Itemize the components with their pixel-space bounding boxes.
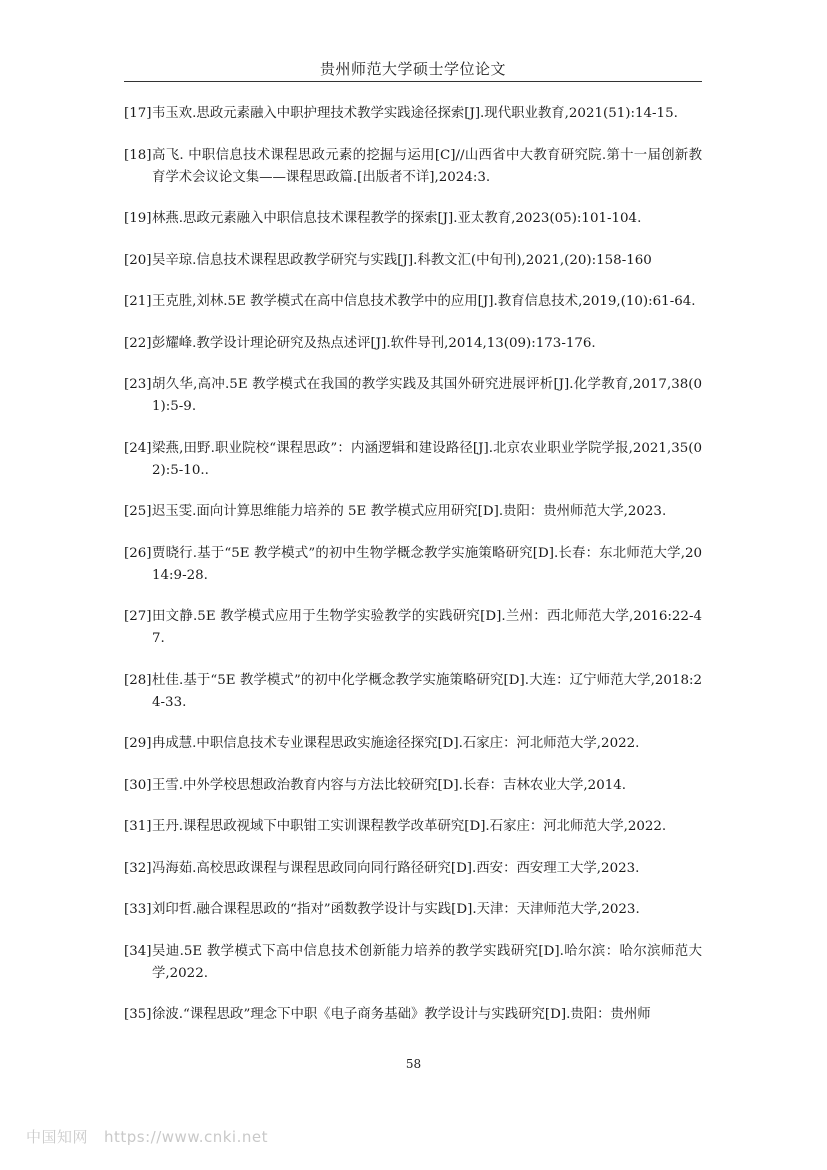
reference-item <box>124 438 702 482</box>
reference-number: [19] <box>124 211 152 226</box>
reference-text: 杜佳.基于“5E 教学模式”的初中化学概念教学实施策略研究[D].大连：辽宁师范大学,2018:24-33. <box>152 672 702 710</box>
reference-item <box>124 858 702 880</box>
reference-text: 韦玉欢.思政元素融入中职护理技术教学实践途径探索[J].现代职业教育,2021(51):14-15. <box>152 106 678 121</box>
reference-number: [17] <box>124 106 152 121</box>
cnki-watermark <box>26 1126 268 1147</box>
reference-item <box>124 816 702 838</box>
reference-item <box>124 775 702 797</box>
reference-text: 吴迪.5E 教学模式下高中信息技术创新能力培养的教学实践研究[D].哈尔滨：哈尔滨师范大学,2022. <box>152 943 702 981</box>
reference-item <box>124 670 702 714</box>
reference-text: 贾晓行.基于“5E 教学模式”的初中生物学概念教学实施策略研究[D].长春：东北师范大学,2014:9-28. <box>152 545 702 583</box>
reference-item <box>124 374 702 418</box>
reference-text: 冯海茹.高校思政课程与课程思政同向同行路径研究[D].西安：西安理工大学,2023. <box>152 860 640 876</box>
reference-text: 徐波.“课程思政”理念下中职《电子商务基础》教学设计与实践研究[D].贵阳：贵州师 <box>152 1007 651 1022</box>
reference-item <box>124 733 702 755</box>
header-rule <box>124 81 702 82</box>
watermark-brand: 中国知网 <box>26 1128 89 1146</box>
reference-item <box>124 606 702 650</box>
reference-number: [27] <box>124 609 152 624</box>
reference-number: [21] <box>124 294 152 309</box>
reference-item <box>124 250 702 272</box>
reference-text: 梁燕,田野.职业院校“课程思政”：内涵逻辑和建设路径[J].北京农业职业学院学报,2021,35(02):5-10.. <box>152 440 702 478</box>
reference-item <box>124 208 702 230</box>
reference-text: 高飞. 中职信息技术课程思政元素的挖掘与运用[C]//山西省中大教育研究院.第十一届创新教育学术会议论文集——课程思政篇.[出版者不详],2024:3. <box>152 147 702 185</box>
watermark-url: https://www.cnki.net <box>104 1128 268 1146</box>
reference-number: [31] <box>124 819 152 834</box>
reference-number: [23] <box>124 377 152 392</box>
reference-text: 王丹.课程思政视域下中职钳工实训课程教学改革研究[D].石家庄：河北师范大学,2022. <box>152 819 667 834</box>
reference-item <box>124 1004 702 1026</box>
reference-text: 林燕.思政元素融入中职信息技术课程教学的探索[J].亚太教育,2023(05):101-104. <box>152 211 642 226</box>
reference-number: [33] <box>124 902 152 917</box>
reference-text: 刘印哲.融合课程思政的“指对”函数教学设计与实践[D].天津：天津师范大学,2023. <box>152 902 640 917</box>
reference-text: 彭耀峰.教学设计理论研究及热点述评[J].软件导刊,2014,13(09):173-176. <box>152 335 596 351</box>
reference-item <box>124 941 702 985</box>
reference-number: [25] <box>124 504 152 519</box>
reference-item <box>124 333 702 355</box>
reference-number: [30] <box>124 777 152 793</box>
reference-item <box>124 103 702 125</box>
reference-text: 胡久华,高冲.5E 教学模式在我国的教学实践及其国外研究进展评析[J].化学教育,2017,38(01):5-9. <box>152 377 702 414</box>
reference-number: [18] <box>124 147 152 163</box>
reference-item <box>124 543 702 587</box>
reference-item <box>124 899 702 921</box>
reference-item <box>124 501 702 523</box>
reference-item <box>124 145 702 189</box>
reference-text: 吴辛琼.信息技术课程思政教学研究与实践[J].科教文汇(中旬刊),2021,(20):158-160 <box>152 252 652 268</box>
reference-text: 王克胜,刘林.5E 教学模式在高中信息技术教学中的应用[J].教育信息技术,2019,(10):61-64. <box>152 294 696 309</box>
reference-number: [24] <box>124 440 152 456</box>
reference-text: 田文静.5E 教学模式应用于生物学实验教学的实践研究[D].兰州：西北师范大学,2016:22-47. <box>152 609 702 646</box>
reference-list <box>124 103 702 1046</box>
reference-text: 冉成慧.中职信息技术专业课程思政实施途径探究[D].石家庄：河北师范大学,2022. <box>152 736 640 751</box>
reference-number: [26] <box>124 545 152 561</box>
reference-text: 迟玉雯.面向计算思维能力培养的 5E 教学模式应用研究[D].贵阳：贵州师范大学,2023. <box>152 504 667 519</box>
reference-number: [35] <box>124 1007 152 1022</box>
reference-item <box>124 291 702 313</box>
reference-number: [20] <box>124 252 152 268</box>
reference-number: [32] <box>124 860 152 876</box>
page-number: 58 <box>405 1057 422 1071</box>
reference-number: [22] <box>124 335 152 351</box>
reference-number: [29] <box>124 736 152 751</box>
reference-text: 王雪.中外学校思想政治教育内容与方法比较研究[D].长春：吉林农业大学,2014. <box>152 777 627 793</box>
reference-number: [28] <box>124 672 152 688</box>
page-header-title: 贵州师范大学硕士学位论文 <box>319 60 506 78</box>
reference-number: [34] <box>124 943 152 959</box>
